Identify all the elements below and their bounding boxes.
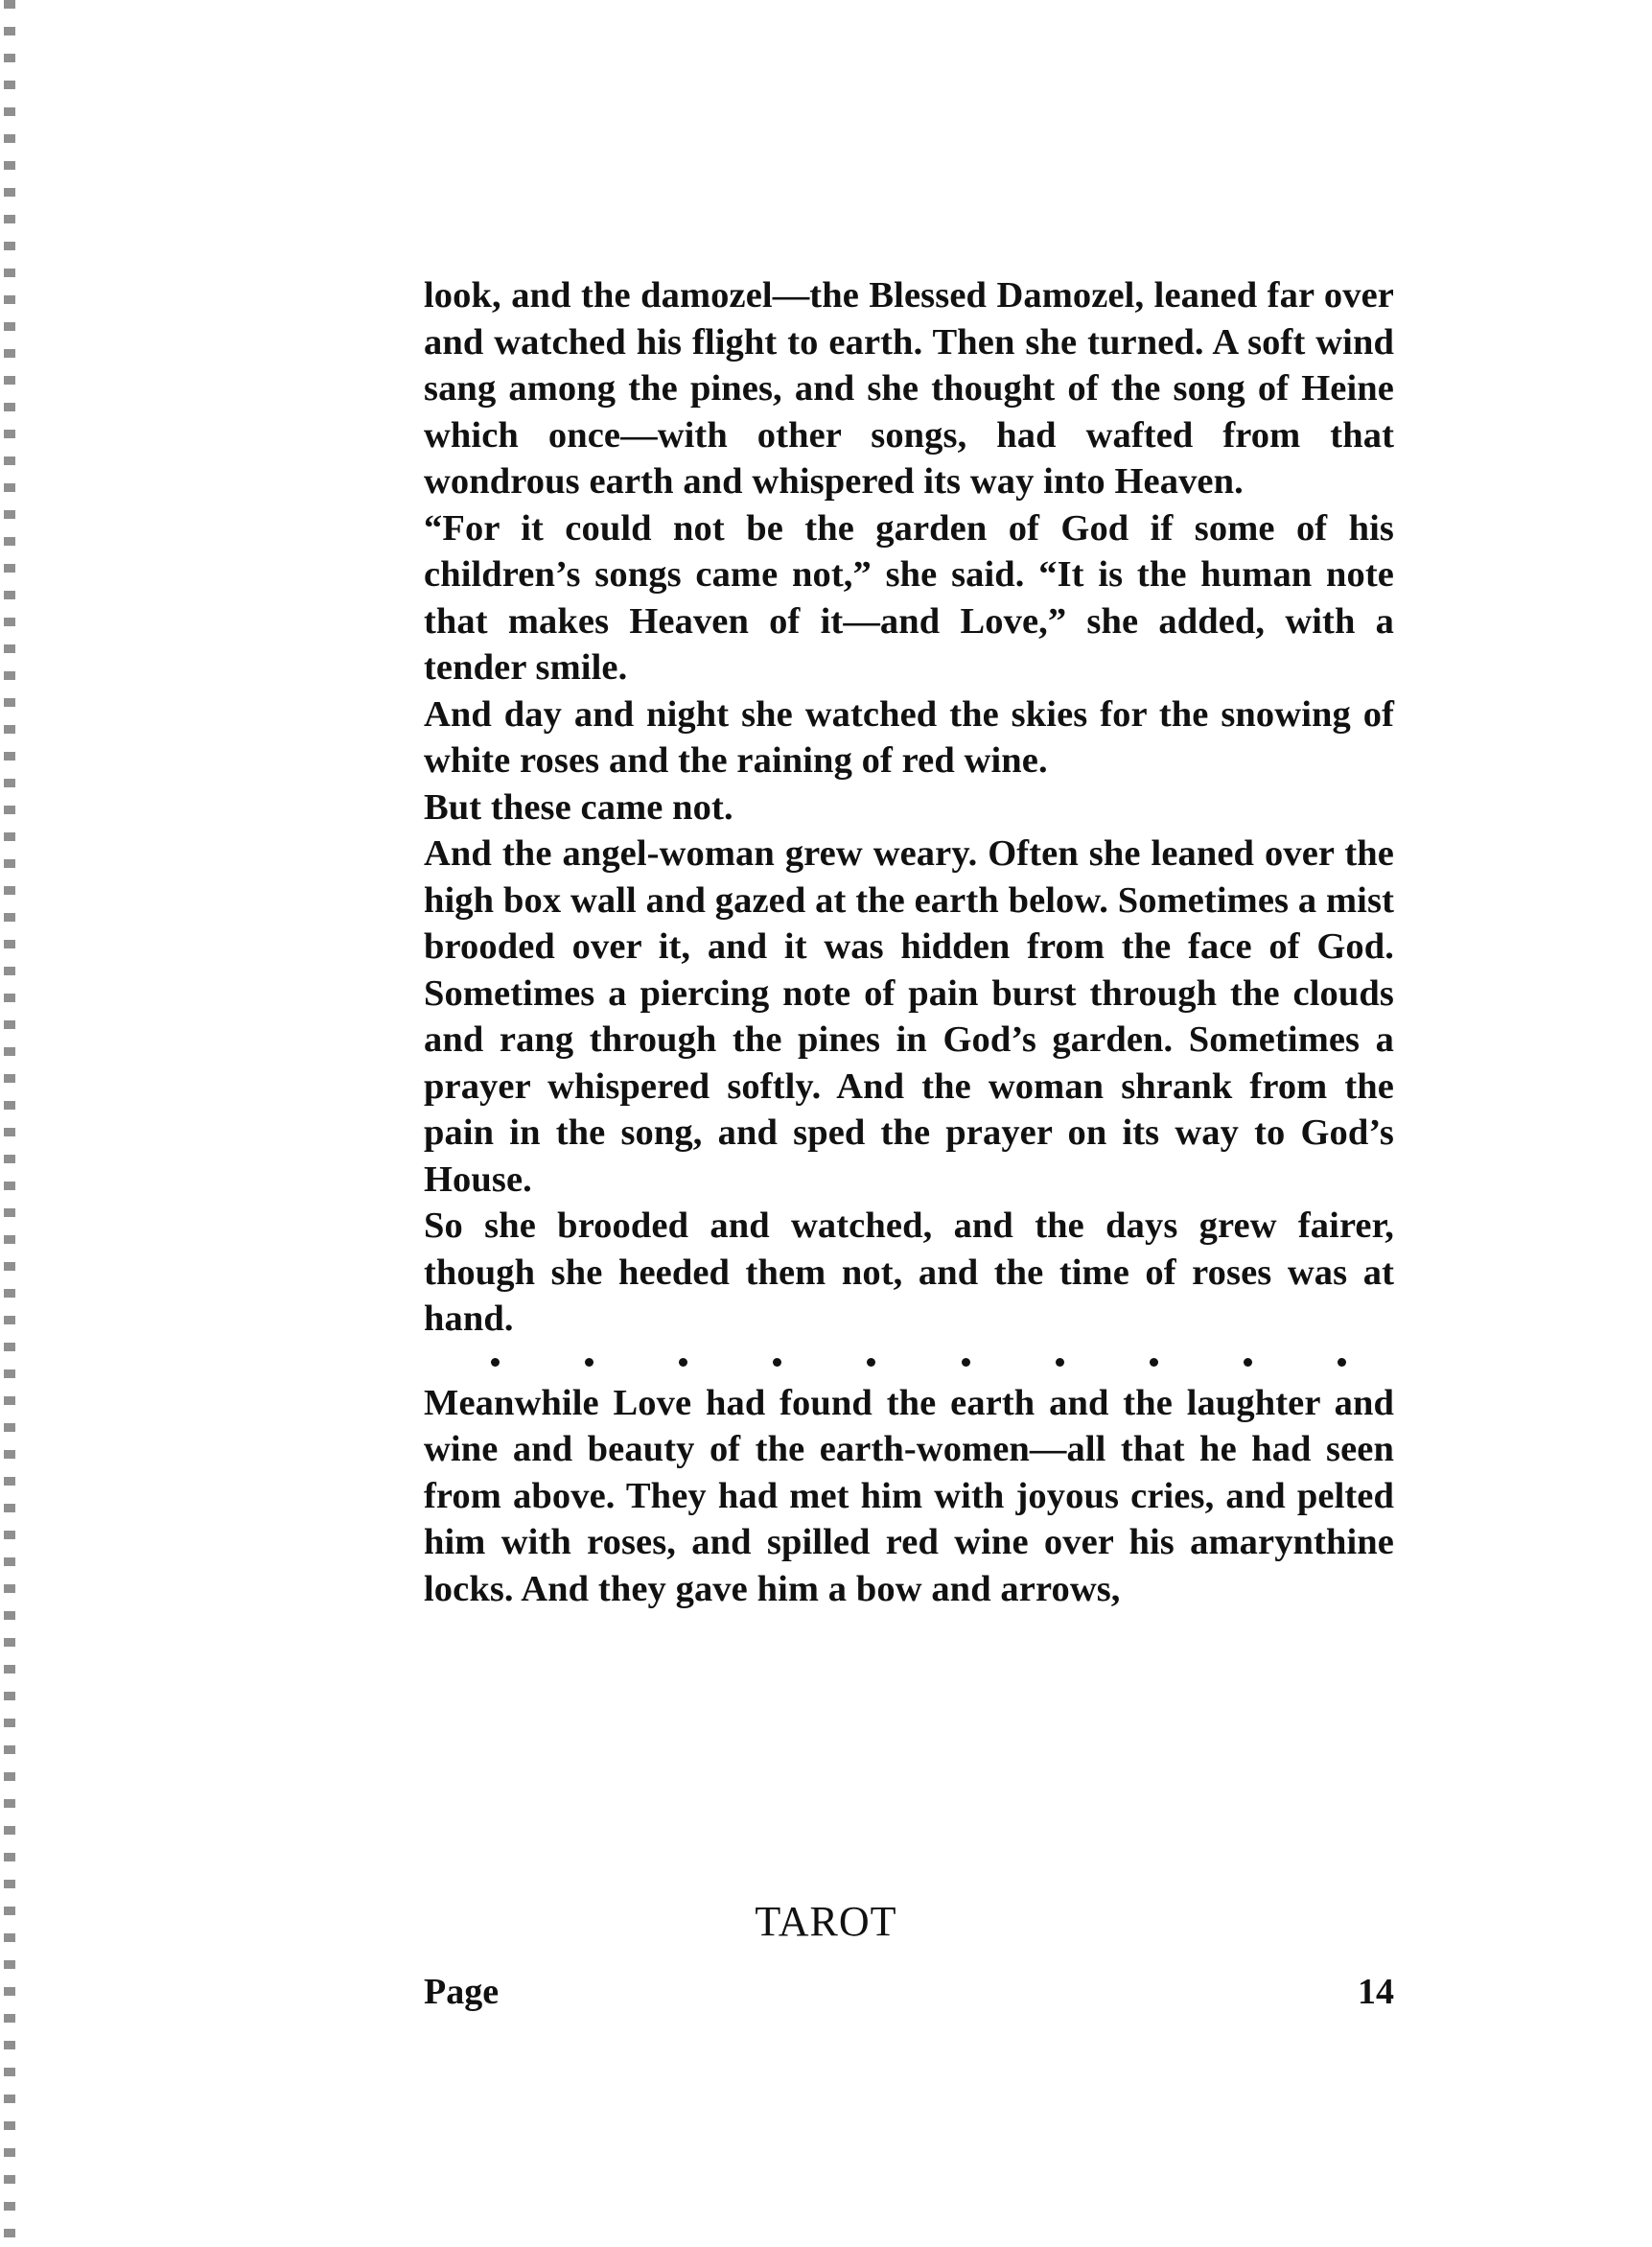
- running-title: TAROT: [755, 1898, 897, 1945]
- ornament-dot: [679, 1358, 687, 1367]
- ornament-dot: [1338, 1358, 1346, 1367]
- ornament-dot: [585, 1358, 593, 1367]
- paragraph: And day and night she watched the skies for the snowing of white roses and the raining of red wine.: [424, 693, 1394, 781]
- ornament-dot: [1056, 1358, 1064, 1367]
- page-label: Page: [424, 1972, 500, 2012]
- ornament-dot: [1244, 1358, 1252, 1367]
- paragraph: look, and the damozel—the Blessed Damozel, leaned far over and watched his flight to earth. Then she turned. A soft wind sang among the pines, and she thought of the song of Heine which once—with other songs, had wafted from that wondrous earth and whispered its way into Heaven.: [424, 275, 1394, 502]
- body-text: [424, 272, 1394, 1612]
- paragraph: But these came not.: [424, 786, 733, 828]
- page-number: 14: [1358, 1972, 1394, 2012]
- paragraph: So she brooded and watched, and the days grew fairer, though she heeded them not, and the time of roses was at hand.: [424, 1205, 1394, 1339]
- paragraph: “For it could not be the garden of God if some of his children’s songs came not,” she said. “It is the human note that makes Heaven of it—and Love,” she added, with a tender smile.: [424, 507, 1394, 688]
- paragraph: Meanwhile Love had found the earth and the laughter and wine and beauty of the earth-women—all that he had seen from above. They had met him with joyous cries, and pelted him with roses, and spilled red wine over his amarynthine locks. And they gave him a bow and arrows,: [424, 1382, 1394, 1609]
- ornament-dot: [1150, 1358, 1158, 1367]
- ornament-dot: [867, 1358, 875, 1367]
- ornament-dot: [491, 1358, 500, 1367]
- paragraph: And the angel-woman grew weary. Often she leaned over the high box wall and gazed at the earth below. Sometimes a mist brooded over it, and it was hidden from the face of God. Sometimes a piercing note of pain burst through the clouds and rang through the pines in God’s garden. Sometimes a prayer whispered softly. And the woman shrank from the pain in the song, and sped the prayer on its way to God’s House.: [424, 833, 1394, 1200]
- ornament-dot: [962, 1358, 970, 1367]
- ornament-dot: [773, 1358, 781, 1367]
- section-break-dots: [491, 1358, 1346, 1367]
